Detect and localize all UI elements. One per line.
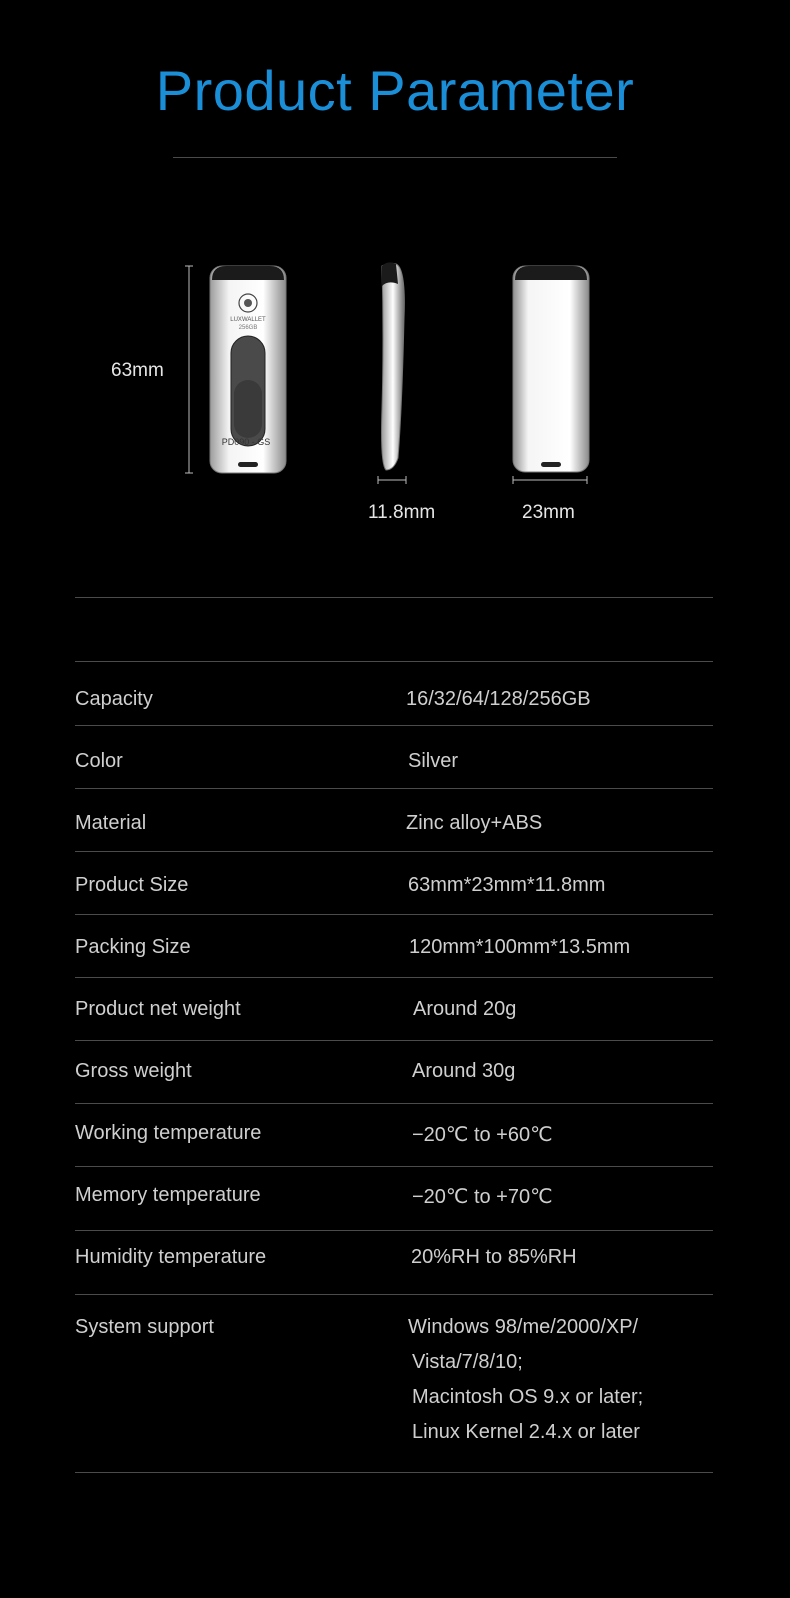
- spec-value-product-size: 63mm*23mm*11.8mm: [408, 874, 606, 896]
- dimension-thickness-label: 11.8mm: [368, 502, 436, 523]
- table-divider: [75, 914, 713, 915]
- front-view-image: [180, 258, 310, 488]
- table-divider: [75, 1294, 713, 1295]
- spec-label-net-weight: Product net weight: [75, 998, 241, 1020]
- table-divider: [75, 1040, 713, 1041]
- spec-value-system-support-line: Vista/7/8/10;: [412, 1351, 523, 1373]
- table-divider: [75, 725, 713, 726]
- spec-label-packing-size: Packing Size: [75, 936, 191, 958]
- table-divider: [75, 1472, 713, 1473]
- spec-value-packing-size: 120mm*100mm*13.5mm: [409, 936, 631, 958]
- dimension-width-label: 23mm: [522, 502, 575, 523]
- table-divider: [75, 1103, 713, 1104]
- spec-value-net-weight: Around 20g: [413, 998, 517, 1020]
- table-divider: [75, 1166, 713, 1167]
- spec-label-capacity: Capacity: [75, 688, 153, 710]
- spec-label-color: Color: [75, 750, 123, 772]
- spec-label-product-size: Product Size: [75, 874, 189, 896]
- spec-label-memory-temperature: Memory temperature: [75, 1184, 261, 1206]
- spec-value-capacity: 16/32/64/128/256GB: [406, 688, 591, 710]
- spec-label-working-temperature: Working temperature: [75, 1122, 262, 1144]
- device-capacity-text: 256GB: [238, 325, 258, 331]
- spec-value-system-support-line: Macintosh OS 9.x or later;: [412, 1386, 644, 1408]
- spec-value-working-temperature: −20℃ to +60℃: [412, 1124, 553, 1146]
- spec-value-system-support-line: Linux Kernel 2.4.x or later: [412, 1421, 640, 1443]
- table-divider: [75, 597, 713, 598]
- spec-label-gross-weight: Gross weight: [75, 1060, 192, 1082]
- device-brand-text: LUXWALLET: [230, 317, 266, 323]
- table-divider: [75, 851, 713, 852]
- table-divider: [75, 1230, 713, 1231]
- table-divider: [75, 661, 713, 662]
- spec-value-material: Zinc alloy+ABS: [406, 812, 543, 834]
- table-divider: [75, 977, 713, 978]
- title-divider: [173, 157, 617, 158]
- table-divider: [75, 788, 713, 789]
- device-model-text: PD090 - GS: [221, 437, 271, 447]
- side-view-image: [368, 258, 428, 498]
- spec-value-color: Silver: [408, 750, 459, 772]
- back-view-image: [505, 258, 605, 498]
- page-title: Product Parameter: [155, 59, 635, 122]
- spec-label-system-support: System support: [75, 1316, 214, 1338]
- spec-value-system-support-line: Windows 98/me/2000/XP/: [408, 1316, 639, 1338]
- spec-value-gross-weight: Around 30g: [412, 1060, 516, 1082]
- spec-value-humidity-temperature: 20%RH to 85%RH: [411, 1246, 577, 1268]
- spec-label-humidity-temperature: Humidity temperature: [75, 1246, 267, 1268]
- spec-label-material: Material: [75, 812, 147, 834]
- dimension-height-label: 63mm: [111, 360, 164, 381]
- spec-value-memory-temperature: −20℃ to +70℃: [412, 1186, 553, 1208]
